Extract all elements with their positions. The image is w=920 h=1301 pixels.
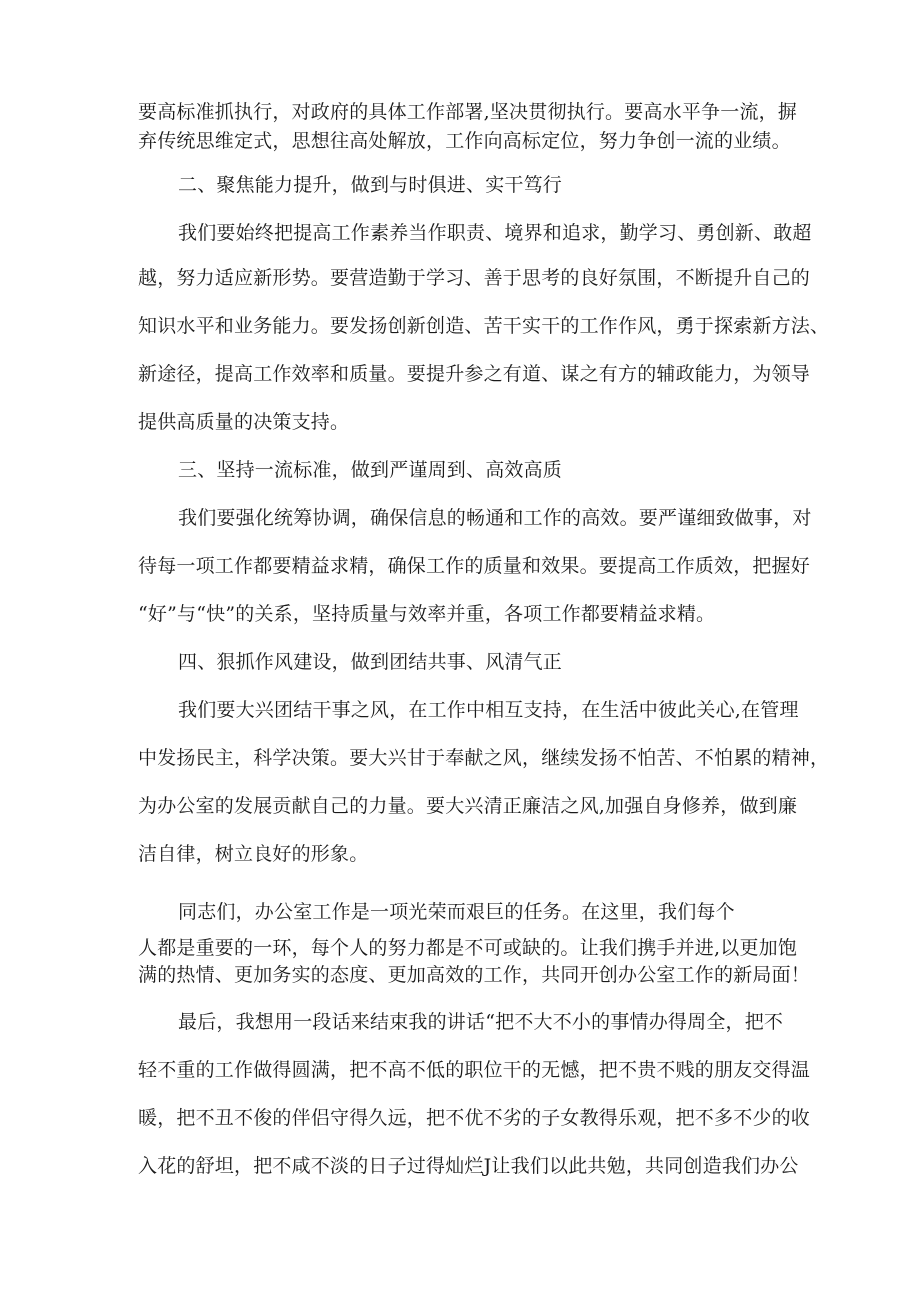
body-text-line: 越，努力适应新形势。要营造勤于学习、善于思考的良好氛围，不断提升自己的 (138, 267, 811, 289)
body-text-line: 提供高质量的决策支持。 (138, 411, 350, 433)
body-text-line: 新途径，提高工作效率和质量。要提升参之有道、谋之有方的辅政能力，为领导 (138, 363, 811, 385)
body-text-line: 洁自律，树立良好的形象。 (138, 843, 369, 865)
body-text-line: 我们要始终把提高工作素养当作职责、境界和追求，勤学习、勇创新、敢超 (178, 222, 812, 244)
body-text-line: 待每一项工作都要精益求精，确保工作的质量和效果。要提高工作质效，把握好 (138, 555, 811, 577)
body-text-line: 我们要强化统筹协调，确保信息的畅通和工作的高效。要严谨细致做事，对 (178, 507, 812, 529)
section-heading-4: 四、狠抓作风建设，做到团结共事、风清气正 (178, 651, 563, 673)
body-text-line: 弃传统思维定式，思想往高处解放，工作向高标定位，努力争创一流的业绩。 (138, 130, 791, 152)
body-text-line: 暖，把不丑不俊的伴侣守得久远，把不优不劣的子女教得乐观，把不多不少的收 (138, 1107, 811, 1129)
body-text-line: “好”与“快”的关系，坚持质量与效率并重，各项工作都要精益求精。 (138, 603, 716, 625)
body-text-line: 满的热情、更加务实的态度、更加高效的工作，共同开创办公室工作的新局面！ (138, 964, 811, 986)
body-text-line: 为办公室的发展贡献自己的力量。要大兴清正廉洁之风,加强自身修养，做到廉 (138, 795, 798, 817)
body-text-line: 知识水平和业务能力。要发扬创新创造、苦干实干的工作作风，勇于探索新方法、 (138, 315, 830, 337)
body-text-line: 中发扬民主，科学决策。要大兴甘于奉献之风，继续发扬不怕苦、不怕累的精神， (138, 747, 830, 769)
body-text-line: 我们要大兴团结干事之风，在工作中相互支持，在生活中彼此关心,在管理 (178, 699, 799, 721)
body-text-line: 人都是重要的一环，每个人的努力都是不可或缺的。让我们携手并进,以更加饱 (138, 937, 798, 959)
body-text-line: 入花的舒坦，把不咸不淡的日子过得灿烂J让我们以此共勉，共同创造我们办公 (138, 1155, 799, 1177)
body-text-line: 同志们，办公室工作是一项光荣而艰巨的任务。在这里，我们每个 (178, 901, 735, 923)
body-text-line: 最后，我想用一段话来结束我的讲话“把不大不小的事情办得周全，把不 (178, 1011, 784, 1033)
body-text-line: 要高标准抓执行，对政府的具体工作部署,坚决贯彻执行。要高水平争一流，摒 (138, 101, 798, 123)
section-heading-3: 三、坚持一流标准，做到严谨周到、高效高质 (178, 459, 563, 481)
body-text-line: 轻不重的工作做得圆满，把不高不低的职位干的无憾，把不贵不贱的朋友交得温 (138, 1059, 811, 1081)
section-heading-2: 二、聚焦能力提升，做到与时俱进、实干笃行 (178, 174, 563, 196)
